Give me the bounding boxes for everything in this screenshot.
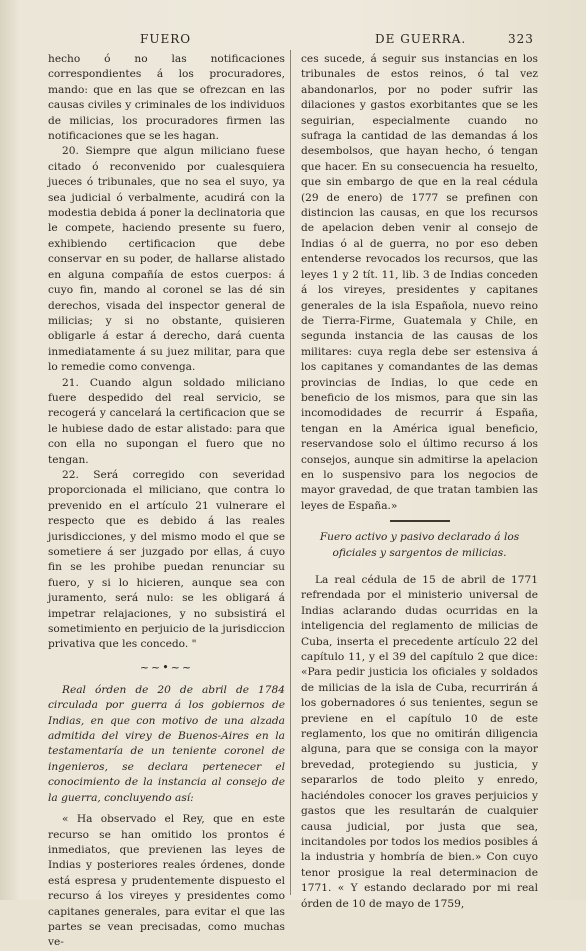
ornament-divider bbox=[48, 661, 285, 675]
paragraph-intro: hecho ó no las notificaciones correspondientes á los procuradores, mando: que en las que se ofrezcan en las causas civiles y criminales de los individuos de milicias, los procuradores firmen las notificaciones que se les hagan. bbox=[48, 53, 285, 143]
right-column bbox=[301, 52, 538, 912]
royal-order-text: « Ha observado el Rey, que en este recurso se han omitido los prontos é inmediatos, que previenen las leyes de Indias y posteriores reales órdenes, donde está espresa y prudentemente dispuesto el recurso á los vireyes y presidentes como capitanes generales, para evitar el que las partes se vean precisadas, como muchas ve- bbox=[48, 813, 285, 949]
column-divider bbox=[290, 50, 291, 895]
header-left-title: FUERO bbox=[140, 32, 192, 46]
left-column bbox=[48, 52, 285, 951]
paragraph-20: 20. Siempre que algun miliciano fuese citado ó reconvenido por cualesquiera jueces ó tribunales, que no sea el suyo, ya sea judicial ó verbalmente, acudirá con la modestia debida á poner la declinatoria que le compete, haciendo presente su fuero, exhibiendo certificacion que debe conservar en su poder, de hallarse alistado en alguna compañía de estos cuerpos: á cuyo fin, mando al coronel se las dé sin derechos, visada del inspector general de milicias; y si no obstante, quisieren obligarle á estar á derecho, dará cuenta inmediatamente á su juez militar, para que lo remedie como convenga. bbox=[48, 145, 285, 374]
page-number: 323 bbox=[508, 32, 534, 46]
section-rule bbox=[390, 520, 450, 522]
section-heading: Fuero activo y pasivo declarado á los oficiales y sargentos de milicias. bbox=[319, 531, 520, 559]
section-paragraph: La real cédula de 15 de abril de 1771 refrendada por el ministerio universal de Indias aclarando dudas ocurridas en la inteligencia del reglamento de milicias de Cuba, inserta el precedente artículo 22 del capítulo 11, y el 39 del capítulo 2 que dice: «Para pedir justicia los oficiales y soldados de milicias de la isla de Cuba, recurrirán á los gobernadores ó sus tenientes, segun se previene en el capítulo 10 de este reglamento, los que no omitirán diligencia alguna, para que se consiga con la mayor brevedad, protegiendo su justicia, y separarlos de todo pleito y enredo, haciéndoles conocer los graves perjuicios y gastos que les resultarán de cualquier causa judicial, por justa que sea, incitandoles por todos los medios posibles á la industria y hombría de bien.» Con cuyo tenor prosigue la real determinacion de 1771. « Y estando declarado por mi real órden de 10 de mayo de 1759, bbox=[301, 574, 538, 910]
royal-order-heading: Real órden de 20 de abril de 1784 circulada por guerra á los gobiernos de Indias, en que con motivo de una alzada admitida del virey de Buenos-Aires en la testamentaría de un teniente coronel de ingenieros, se declara pertenecer el conocimiento de la instancia al consejo de la guerra, concluyendo así: bbox=[48, 683, 285, 804]
header-right-title: DE GUERRA. bbox=[375, 32, 467, 46]
paragraph-21: 21. Cuando algun soldado miliciano fuere despedido del real servicio, se recogerá y cancelará la certificacion que se le hubiese dado de estar alistado: para que con ella no supongan el fuero que no tengan. bbox=[48, 376, 285, 466]
paragraph-continuation: ces sucede, á seguir sus instancias en los tribunales de estos reinos, ó tal vez abandonarlos, por no poder sufrir las dilaciones y gastos exorbitantes que se les seguirian, especialmente cuando no sufraga la cantidad de las demandas á los desembolsos, que hayan hecho, ó tengan que hacer. En su consecuencia ha resuelto, que sin embargo de que en la real cédula (29 de enero) de 1777 se prefinen con distincion las causas, en que los recursos de apelacion deben venir al consejo de Indias ó al de guerra, no por eso deben entenderse revocados los recursos, que las leyes 1 y 2 tít. 11, lib. 3 de Indias conceden á los vireyes, presidentes y capitanes generales de la isla Española, nuevo reino de Tierra-Firme, Guatemala y Chile, en segunda instancia de las causas de los militares: cuya regla debe ser estensiva á los capitanes y comandantes de las demas provincias de Indias, lo que cede en beneficio de los mismos, para que sin las incomodidades de recurrir á España, tengan en la América igual beneficio, reservandose solo el último recurso á los consejos, aunque sin admitirse la apelacion en lo suspensivo para los negocios de mayor gravedad, de que tratan tambien las leyes de España.» bbox=[301, 53, 538, 512]
paragraph-22: 22. Será corregido con severidad proporcionada el miliciano, que contra lo prevenido en el artículo 21 vulnerare el respecto que es debido á las reales jurisdicciones, y del mismo modo el que se sometiere á ser juzgado por ellas, á cuyo fin se les prohibe puedan renunciar su fuero, y si lo hicieren, aunque sea con juramento, será nulo: se les obligará á impetrar relajaciones, y no subsistirá el sometimiento en perjuicio de la jurisdiccion privativa que les concedo. " bbox=[48, 468, 285, 651]
running-header bbox=[0, 32, 586, 50]
ornament-glyph: ~~•~~ bbox=[139, 660, 194, 674]
